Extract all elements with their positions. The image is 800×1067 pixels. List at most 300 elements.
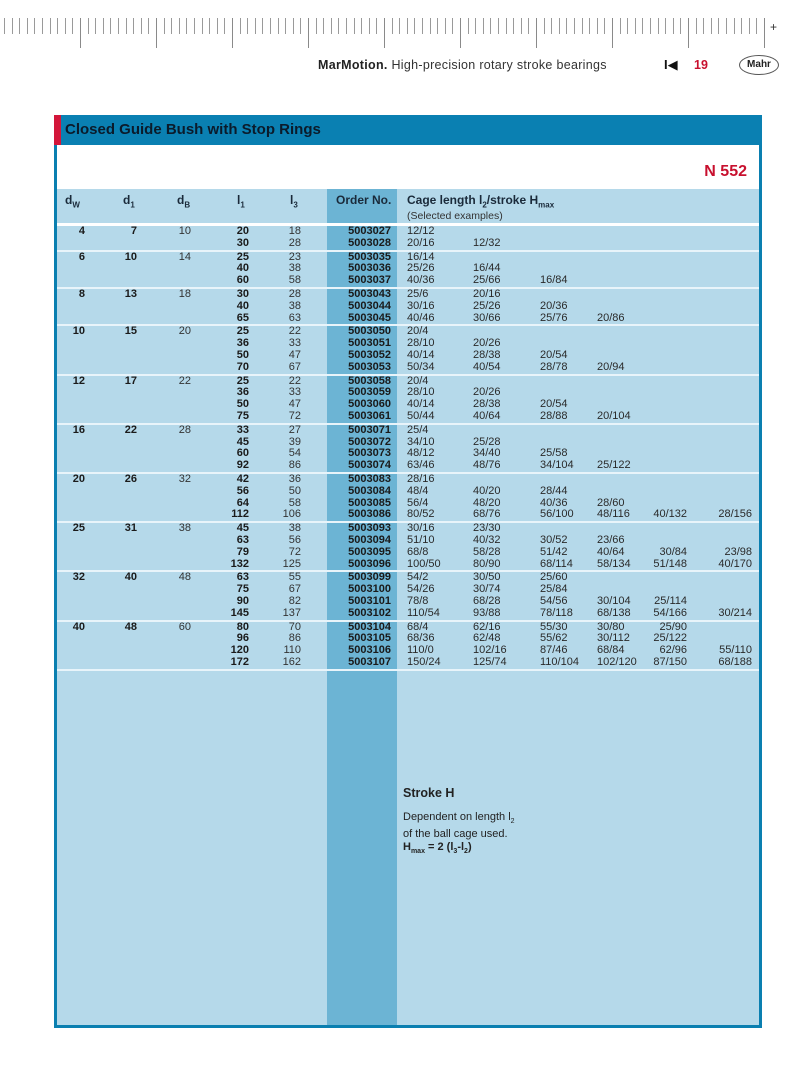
cell-cage-stroke: 55/110: [719, 644, 752, 657]
table-row: [57, 362, 759, 374]
cell-l1: 63: [236, 533, 249, 546]
cell-order-no: 5003074: [348, 459, 391, 472]
ruler-tick: [308, 18, 309, 48]
cell-cage-stroke: 40/36: [407, 274, 435, 287]
table-body: [57, 226, 759, 671]
cell-cage-stroke: 40/64: [597, 545, 625, 558]
cell-cage-stroke: 25/122: [653, 632, 687, 645]
cell-l1: 70: [236, 360, 249, 373]
cell-l1: 60: [236, 274, 249, 287]
cell-l3: 67: [288, 583, 301, 596]
cell-l1: 36: [236, 386, 249, 399]
cell-order-no: 5003083: [348, 472, 391, 485]
cell-cage-stroke: 16/14: [407, 250, 435, 263]
cell-order-no: 5003037: [348, 274, 391, 287]
cell-cage-stroke: 80/52: [407, 508, 435, 521]
cell-cage-stroke: 68/114: [540, 557, 573, 570]
cell-l3: 110: [283, 644, 301, 657]
cell-d1: 22: [124, 423, 137, 436]
header-cage-note: (Selected examples): [407, 210, 503, 223]
cell-cage-stroke: 40/14: [407, 398, 435, 411]
cell-l1: 65: [236, 311, 249, 324]
size-group: [57, 425, 759, 474]
cell-d1: 13: [124, 287, 137, 300]
cell-cage-stroke: 28/16: [407, 472, 435, 485]
ruler-tick: [635, 18, 636, 34]
cell-cage-stroke: 51/148: [653, 557, 687, 570]
cell-cage-stroke: 25/84: [540, 583, 568, 596]
table-row: [57, 275, 759, 287]
cell-l3: 137: [282, 606, 301, 619]
cell-l3: 22: [288, 374, 301, 387]
ruler-tick: [749, 18, 750, 34]
cell-order-no: 5003072: [348, 435, 391, 448]
print-ruler: [0, 18, 770, 50]
cell-cage-stroke: 28/60: [597, 496, 625, 509]
cell-order-no: 5003101: [348, 594, 391, 607]
cell-cage-stroke: 20/104: [597, 409, 631, 422]
table-row: [57, 474, 759, 486]
cell-l3: 54: [288, 447, 301, 460]
ruler-tick: [4, 18, 5, 34]
ruler-tick: [118, 18, 119, 34]
note-title: Stroke H: [403, 786, 455, 800]
header-dB: $d_B$: [177, 193, 191, 210]
cell-l1: 25: [236, 374, 249, 387]
ruler-tick: [521, 18, 522, 34]
ruler-tick: [95, 18, 96, 34]
cell-l1: 50: [236, 398, 249, 411]
cell-l3: 38: [288, 299, 301, 312]
cell-cage-stroke: 68/8: [407, 545, 429, 558]
ruler-tick: [658, 18, 659, 34]
ruler-tick: [186, 18, 187, 34]
cell-cage-stroke: 48/116: [597, 508, 630, 521]
cell-l3: 70: [288, 620, 301, 633]
cell-l3: 58: [288, 496, 301, 509]
cell-cage-stroke: 16/84: [540, 274, 568, 287]
ruler-tick: [65, 18, 66, 34]
table-row: [57, 608, 759, 620]
cell-cage-stroke: 62/48: [473, 632, 501, 645]
cell-l1: 42: [236, 472, 249, 485]
cell-order-no: 5003094: [348, 533, 391, 546]
ruler-tick: [589, 18, 590, 34]
cell-cage-stroke: 102/16: [473, 644, 507, 657]
ruler-tick: [392, 18, 393, 34]
cell-order-no: 5003104: [348, 620, 391, 633]
cell-cage-stroke: 23/66: [597, 533, 625, 546]
cell-cage-stroke: 30/66: [473, 311, 501, 324]
cell-d1: 40: [124, 571, 137, 584]
brand-subtitle: High-precision rotary stroke bearings: [391, 58, 607, 72]
cell-cage-stroke: 56/4: [407, 496, 429, 509]
ruler-tick: [498, 18, 499, 34]
cell-order-no: 5003058: [348, 374, 391, 387]
ruler-tick: [475, 18, 476, 34]
cell-cage-stroke: 62/16: [473, 620, 501, 633]
ruler-tick: [604, 18, 605, 34]
ruler-tick: [468, 18, 469, 34]
cell-cage-stroke: 16/44: [473, 262, 501, 275]
brand-name: MarMotion.: [318, 58, 388, 72]
cell-cage-stroke: 51/10: [407, 533, 435, 546]
ruler-tick: [80, 18, 81, 48]
ruler-tick: [171, 18, 172, 34]
size-group: [57, 226, 759, 252]
cell-l1: 60: [236, 447, 249, 460]
cell-cage-stroke: 87/46: [540, 644, 568, 657]
ruler-tick: [19, 18, 20, 34]
cell-order-no: 5003106: [348, 644, 391, 657]
ruler-tick: [338, 18, 339, 34]
cell-cage-stroke: 40/32: [473, 533, 501, 546]
ruler-tick: [42, 18, 43, 34]
ruler-tick: [703, 18, 704, 34]
table-row: [57, 596, 759, 608]
cell-cage-stroke: 20/4: [407, 374, 429, 387]
cell-dw: 16: [72, 423, 85, 436]
cell-l1: 20: [236, 225, 249, 237]
ruler-tick: [278, 18, 279, 34]
cell-dw: 20: [72, 472, 85, 485]
cell-l1: 25: [236, 250, 249, 263]
cell-cage-stroke: 40/36: [540, 496, 568, 509]
ruler-tick: [72, 18, 73, 34]
cell-cage-stroke: 80/90: [473, 557, 501, 570]
ruler-tick: [126, 18, 127, 34]
cell-d1: 10: [124, 250, 137, 263]
ruler-tick: [57, 18, 58, 34]
header-d1: $d_1$: [123, 193, 135, 210]
ruler-tick: [262, 18, 263, 34]
mahr-logo: Mahr: [739, 55, 779, 75]
ruler-tick: [240, 18, 241, 34]
cell-cage-stroke: 68/28: [473, 594, 501, 607]
ruler-tick: [430, 18, 431, 34]
ruler-tick: [194, 18, 195, 34]
cell-cage-stroke: 28/78: [540, 360, 568, 373]
cell-order-no: 5003051: [348, 337, 391, 350]
header-l1: $l_1$: [237, 193, 245, 210]
cell-cage-stroke: 34/40: [473, 447, 501, 460]
ruler-tick: [12, 18, 13, 34]
table-row: [57, 313, 759, 325]
cell-order-no: 5003028: [348, 236, 391, 249]
brand-line: [318, 58, 607, 72]
size-group: [57, 572, 759, 621]
cell-cage-stroke: 25/4: [407, 423, 429, 436]
cell-order-no: 5003059: [348, 386, 391, 399]
table-row: [57, 411, 759, 423]
ruler-tick: [255, 18, 256, 34]
cell-cage-stroke: 30/84: [659, 545, 687, 558]
cell-l1: 56: [236, 484, 249, 497]
ruler-tick: [483, 18, 484, 34]
cell-dB: 60: [178, 620, 191, 633]
cell-cage-stroke: 93/88: [473, 606, 501, 619]
cell-l3: 125: [282, 557, 301, 570]
cell-cage-stroke: 20/4: [407, 325, 429, 338]
table-row: [57, 486, 759, 498]
cell-cage-stroke: 78/8: [407, 594, 429, 607]
cell-cage-stroke: 28/10: [407, 386, 435, 399]
cell-order-no: 5003053: [348, 360, 391, 373]
cell-l3: 38: [288, 522, 301, 535]
note-line-2: of the ball cage used.: [403, 828, 508, 841]
cell-d1: 26: [124, 472, 137, 485]
cell-dw: 10: [72, 325, 85, 338]
cell-cage-stroke: 54/166: [653, 606, 687, 619]
cell-l1: 75: [236, 409, 249, 422]
ruler-tick: [323, 18, 324, 34]
cell-cage-stroke: 20/54: [540, 348, 568, 361]
cell-cage-stroke: 20/94: [597, 360, 625, 373]
ruler-tick: [506, 18, 507, 34]
cell-cage-stroke: 30/50: [473, 571, 501, 584]
cell-cage-stroke: 110/54: [407, 606, 440, 619]
cell-cage-stroke: 100/50: [407, 557, 441, 570]
cell-l3: 23: [288, 250, 301, 263]
ruler-tick: [490, 18, 491, 34]
cell-cage-stroke: 54/26: [407, 583, 435, 596]
cell-cage-stroke: 34/10: [407, 435, 435, 448]
cell-cage-stroke: 20/54: [540, 398, 568, 411]
cell-l3: 33: [288, 386, 301, 399]
cell-l3: 86: [288, 459, 301, 472]
header-dw: $d_W$: [65, 193, 80, 210]
cell-dB: 48: [178, 571, 191, 584]
cell-cage-stroke: 110/104: [540, 655, 579, 668]
cell-cage-stroke: 25/66: [473, 274, 501, 287]
cell-l3: 55: [288, 571, 301, 584]
cell-l1: 90: [236, 594, 249, 607]
ruler-tick: [399, 18, 400, 34]
cell-order-no: 5003096: [348, 557, 391, 570]
ruler-tick: [27, 18, 28, 34]
cell-cage-stroke: 25/6: [407, 287, 429, 300]
cell-order-no: 5003071: [348, 423, 391, 436]
cell-cage-stroke: 28/156: [718, 508, 752, 521]
ruler-tick: [156, 18, 157, 48]
table-row: [57, 509, 759, 521]
cell-l3: 67: [288, 360, 301, 373]
ruler-tick: [293, 18, 294, 34]
ruler-tick: [103, 18, 104, 34]
cell-order-no: 5003060: [348, 398, 391, 411]
ruler-tick: [665, 18, 666, 34]
table-row: [57, 238, 759, 250]
cell-l1: 64: [236, 496, 249, 509]
cell-cage-stroke: 87/150: [653, 655, 687, 668]
cell-cage-stroke: 30/74: [473, 583, 501, 596]
cell-cage-stroke: 23/30: [473, 522, 501, 535]
ruler-tick: [34, 18, 35, 34]
size-group: [57, 326, 759, 375]
cell-dB: 20: [178, 325, 191, 338]
cell-cage-stroke: 30/52: [540, 533, 568, 546]
cell-cage-stroke: 25/28: [473, 435, 501, 448]
cell-l1: 25: [236, 325, 249, 338]
cell-cage-stroke: 12/12: [407, 225, 435, 237]
cell-d1: 31: [124, 522, 137, 535]
cell-cage-stroke: 50/44: [407, 409, 435, 422]
cell-l3: 72: [288, 545, 301, 558]
cell-cage-stroke: 25/90: [659, 620, 687, 633]
cell-cage-stroke: 28/38: [473, 348, 501, 361]
cell-cage-stroke: 55/30: [540, 620, 568, 633]
cell-cage-stroke: 23/98: [724, 545, 752, 558]
ruler-tick: [566, 18, 567, 34]
cell-l1: 40: [236, 299, 249, 312]
cell-cage-stroke: 25/76: [540, 311, 568, 324]
cell-l3: 50: [288, 484, 301, 497]
note-line-1: Dependent on length $l_2$: [403, 811, 515, 826]
cell-order-no: 5003099: [348, 571, 391, 584]
cell-order-no: 5003036: [348, 262, 391, 275]
cell-l1: 172: [230, 655, 249, 668]
panel-title: Closed Guide Bush with Stop Rings: [65, 121, 321, 138]
cell-l3: 18: [288, 225, 301, 237]
cell-order-no: 5003027: [348, 225, 391, 237]
cell-l1: 33: [236, 423, 249, 436]
cell-cage-stroke: 48/12: [407, 447, 435, 460]
cell-order-no: 5003045: [348, 311, 391, 324]
cell-cage-stroke: 25/60: [540, 571, 568, 584]
ruler-tick: [50, 18, 51, 34]
product-code-band: [57, 145, 759, 189]
cell-l3: 47: [288, 398, 301, 411]
cell-l1: 63: [236, 571, 249, 584]
cell-l3: 56: [288, 533, 301, 546]
ruler-tick: [460, 18, 461, 48]
ruler-tick: [620, 18, 621, 34]
cell-cage-stroke: 40/46: [407, 311, 435, 324]
cell-l3: 47: [288, 348, 301, 361]
cell-l1: 80: [236, 620, 249, 633]
cell-l1: 45: [236, 435, 249, 448]
header-cage-length: Cage length $l_2$/stroke $H_{max}$ (Selected examples): [407, 193, 555, 223]
cell-dB: 28: [178, 423, 191, 436]
ruler-tick: [597, 18, 598, 34]
panel-title-bar: [54, 115, 762, 145]
cell-cage-stroke: 28/38: [473, 398, 501, 411]
cell-l3: 36: [288, 472, 301, 485]
cell-l3: 86: [288, 632, 301, 645]
cell-cage-stroke: 20/16: [407, 236, 435, 249]
cell-l1: 50: [236, 348, 249, 361]
ruler-tick: [209, 18, 210, 34]
cell-cage-stroke: 78/118: [540, 606, 573, 619]
ruler-tick: [164, 18, 165, 34]
ruler-tick: [688, 18, 689, 48]
cell-cage-stroke: 40/64: [473, 409, 501, 422]
prev-page-icon[interactable]: I◀: [664, 57, 678, 72]
cell-l3: 27: [288, 423, 301, 436]
cell-dB: 22: [178, 374, 191, 387]
cell-l1: 30: [236, 236, 249, 249]
ruler-tick: [361, 18, 362, 34]
ruler-tick: [179, 18, 180, 34]
ruler-tick: [422, 18, 423, 34]
cell-l1: 145: [230, 606, 249, 619]
ruler-tick: [270, 18, 271, 34]
cell-order-no: 5003095: [348, 545, 391, 558]
cell-order-no: 5003085: [348, 496, 391, 509]
cell-cage-stroke: 30/16: [407, 522, 435, 535]
ruler-tick: [148, 18, 149, 34]
ruler-tick: [673, 18, 674, 34]
cell-cage-stroke: 30/104: [597, 594, 631, 607]
ruler-tick: [369, 18, 370, 34]
cell-cage-stroke: 62/96: [659, 644, 687, 657]
cell-cage-stroke: 51/42: [540, 545, 568, 558]
ruler-tick: [544, 18, 545, 34]
cell-dw: 32: [72, 571, 85, 584]
ruler-tick: [445, 18, 446, 34]
cell-d1: 48: [124, 620, 137, 633]
cell-order-no: 5003044: [348, 299, 391, 312]
cell-l3: 162: [282, 655, 301, 668]
cell-cage-stroke: 20/86: [597, 311, 625, 324]
cell-cage-stroke: 68/36: [407, 632, 435, 645]
ruler-tick: [741, 18, 742, 34]
cell-cage-stroke: 48/4: [407, 484, 429, 497]
title-accent: [54, 115, 61, 145]
cell-cage-stroke: 40/20: [473, 484, 501, 497]
cell-cage-stroke: 54/2: [407, 571, 429, 584]
cell-cage-stroke: 20/36: [540, 299, 568, 312]
size-group: [57, 523, 759, 572]
ruler-tick: [513, 18, 514, 34]
cell-d1: 17: [124, 374, 137, 387]
cell-cage-stroke: 12/32: [473, 236, 501, 249]
cell-l3: 28: [288, 236, 301, 249]
cell-order-no: 5003086: [348, 508, 391, 521]
cell-cage-stroke: 68/188: [718, 655, 752, 668]
cell-order-no: 5003061: [348, 409, 391, 422]
cell-cage-stroke: 30/80: [597, 620, 625, 633]
table-row: [57, 657, 759, 669]
cell-l3: 58: [288, 274, 301, 287]
header-order-no: Order No.: [336, 193, 392, 207]
size-group: [57, 252, 759, 289]
table-row: [57, 547, 759, 559]
header-l3: $l_3$: [290, 193, 298, 210]
size-group: [57, 376, 759, 425]
table-row: [57, 460, 759, 472]
ruler-tick: [384, 18, 385, 48]
cell-cage-stroke: 68/76: [473, 508, 501, 521]
cell-cage-stroke: 25/114: [654, 594, 687, 607]
cell-dB: 14: [178, 250, 191, 263]
product-code: N 552: [704, 163, 747, 180]
cell-l3: 63: [288, 311, 301, 324]
table-row: [57, 350, 759, 362]
ruler-tick: [346, 18, 347, 34]
table-row: [57, 301, 759, 313]
cell-cage-stroke: 58/134: [597, 557, 631, 570]
page-header: [0, 58, 800, 76]
ruler-tick: [551, 18, 552, 34]
cell-cage-stroke: 110/0: [407, 644, 434, 657]
cell-order-no: 5003052: [348, 348, 391, 361]
cell-cage-stroke: 25/26: [473, 299, 501, 312]
cell-cage-stroke: 150/24: [407, 655, 441, 668]
ruler-tick: [202, 18, 203, 34]
cell-l3: 33: [288, 337, 301, 350]
cell-dB: 32: [178, 472, 191, 485]
